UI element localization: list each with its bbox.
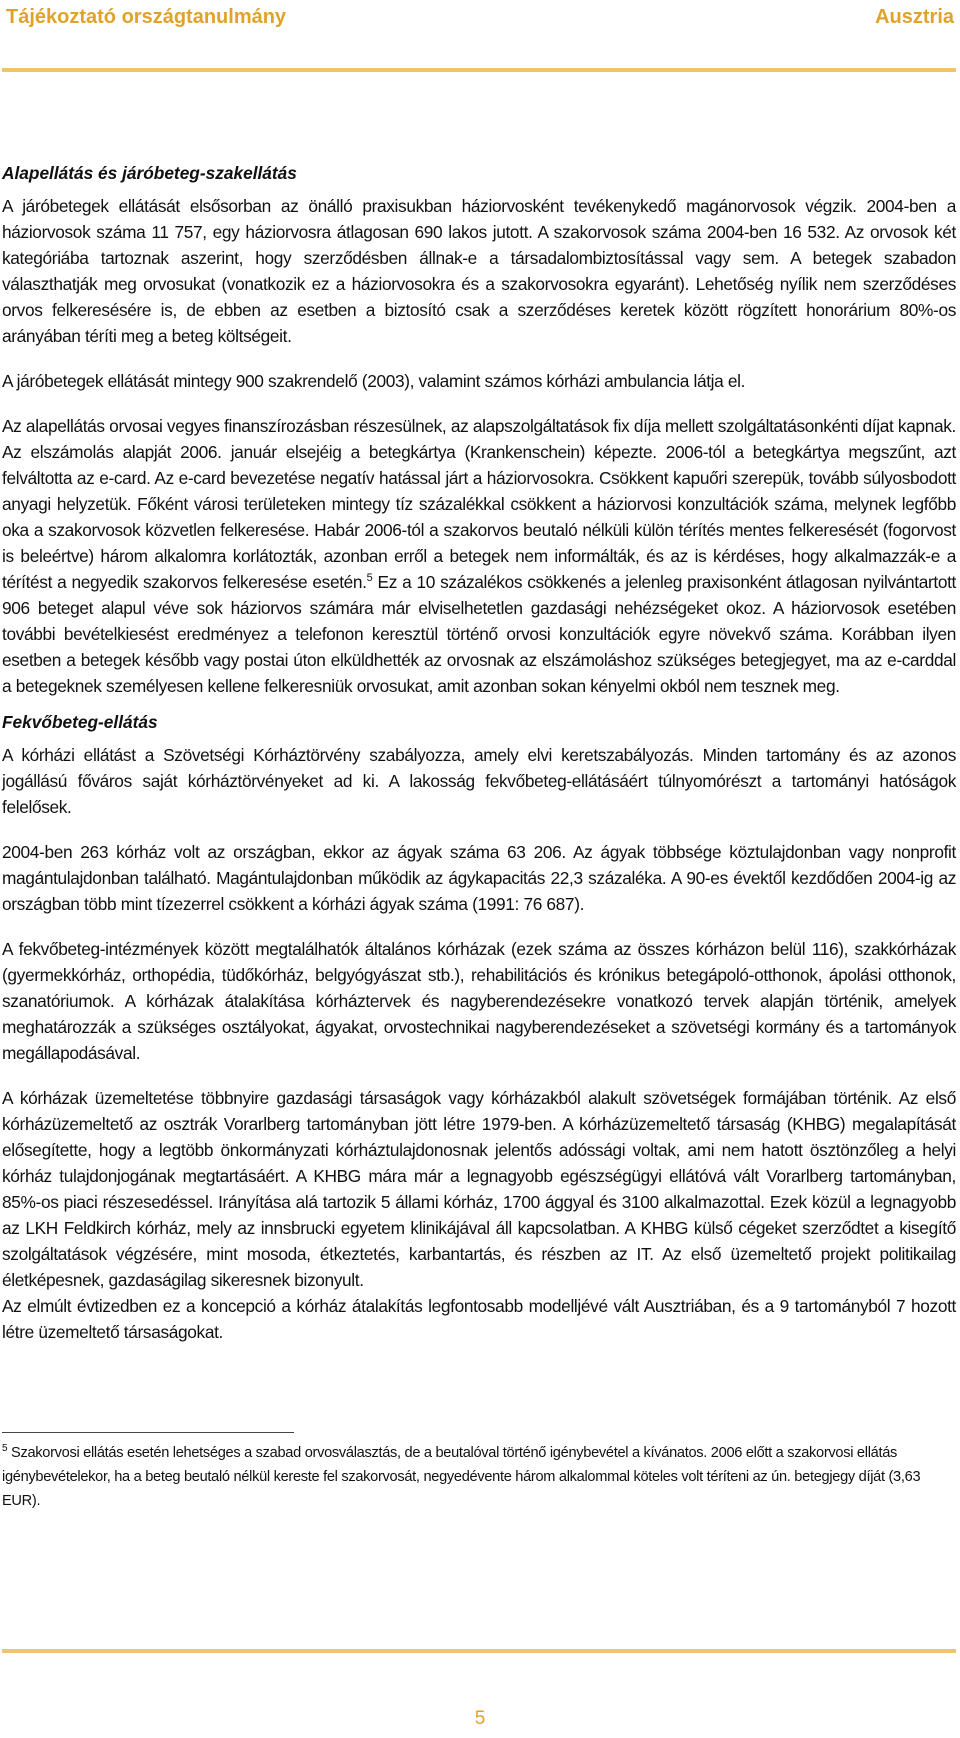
footnote-separator	[2, 1432, 294, 1433]
paragraph-with-footnote	[2, 413, 956, 699]
paragraph: 2004-ben 263 kórház volt az országban, ekkor az ágyak száma 63 206. Az ágyak többsége köztulajdonban vagy nonprofit magántulajdonban található. Magántulajdonban működik az ágykapacitás 22,3 százaléka. A 90-es évektől kezdődően 2004-ig az országban több mint tízezerrel csökkent a kórházi ágyak száma (1991: 76 687).	[2, 842, 956, 914]
paragraph: Az elmúlt évtizedben ez a koncepció a kórház átalakítás legfontosabb modelljévé vált Ausztriában, és a 9 tartományból 7 hozott létre üzemeltető társaságokat.	[2, 1296, 956, 1342]
footnote-text: Szakorvosi ellátás esetén lehetséges a szabad orvosválasztás, de a beutalóval történő igénybevétel a kívánatos. 2006 előtt a szakorvosi ellátás igénybevételekor, ha a beteg beutaló nélkül kereste fel szakorvosát, negyedévente három alkalommal köteles volt téríteni az ún. betegjegy díját (3,63 EUR).	[2, 1445, 921, 1509]
paragraph-text: Az alapellátás orvosai vegyes finanszírozásban részesülnek, az alapszolgáltatások fix díja mellett szolgáltatásonkénti díjat kapnak. Az elszámolás alapját 2006. január elsejéig a betegkártya (Krankenschein) képezte. 2006-tól a betegkártya megszűnt, azt felváltotta az e-card. Az e-card bevezetése negatív hatással járt a háziorvosokra. Csökkent kapuőri szerepük, tovább súlyosbodott anyagi helyzetük. Főként városi területeken mintegy tíz százalékkal csökkent a háziorvosi konzultációk száma, melynek legfőbb oka a szakorvosok közvetlen felkeresése. Habár 2006-tól a szakorvos beutaló nélküli külön térítés mentes felkeresését (fogorvost is beleértve) három alkalomra korlátozták, azonban erről a betegek nem informálták, és az is kérdéses, hogy alkalmazzák-e a térítést a negyedik szakorvos felkeresése esetén.	[2, 416, 956, 592]
page-header	[0, 0, 960, 70]
country-name: Ausztria	[875, 6, 954, 28]
header-rule	[2, 68, 956, 72]
page-number: 5	[474, 1708, 486, 1729]
document-title: Tájékoztató országtanulmány	[6, 6, 287, 28]
footnote-number: 5	[2, 1443, 8, 1455]
footnote	[2, 1441, 956, 1513]
footer-rule	[2, 1649, 956, 1653]
paragraph: A fekvőbeteg-intézmények között megtalálhatók általános kórházak (ezek száma az összes kórházon belül 116), szakkórházak (gyermekkórház, orthopédia, tüdőkórház, belgyógyászat stb.), rehabilitációs és krónikus betegápoló-otthonok, ápolási otthonok, szanatóriumok. A kórházak átalakítása kórháztervek és nagyberendezésekre vonatkozó tervek alapján történik, amelyek meghatározzák a szükséges osztályokat, ágyakat, orvostechnikai nagyberendezéseket a szövetségi kormány és a tartományok megállapodásával.	[2, 939, 956, 1063]
section-heading-inpatient: Fekvőbeteg-ellátás	[2, 712, 158, 732]
paragraph: A kórházi ellátást a Szövetségi Kórháztörvény szabályozza, amely elvi keretszabályozás. Minden tartomány és az azonos jogállású főváros saját kórháztörvényeket ad ki. A lakosság fekvőbeteg-ellátásáért túlnyomórészt a tartományi hatóságok felelősek.	[2, 745, 956, 817]
paragraph: A járóbetegek ellátását mintegy 900 szakrendelő (2003), valamint számos kórházi ambulancia látja el.	[2, 371, 746, 391]
section-heading-outpatient: Alapellátás és járóbeteg-szakellátás	[2, 163, 297, 183]
paragraph: A kórházak üzemeltetése többnyire gazdasági társaságok vagy kórházakból alakult szövetségek formájában történik. Az első kórházüzemeltető az osztrák Vorarlberg tartományban jött létre 1979-ben. A kórházüzemeltető társaság (KHBG) megalapítását elősegítette, hogy a legtöbb önkormányzati kórháztulajdonosnak jelentős adóssági voltak, ami nem hatott ösztönzőleg a helyi kórház tulajdonjogának megtartásáért. A KHBG mára már a legnagyobb egészségügyi ellátóvá vált Vorarlberg tartományban, 85%-os piaci részesedéssel. Irányítása alá tartozik 5 állami kórház, 1700 ággyal és 3100 alkalmazottal. Ezek közül a legnagyobb az LKH Feldkirch kórház, mely az innsbrucki egyetem klinikájával áll kapcsolatban. A KHBG külső cégeket szerződtet a kisegítő szolgáltatások végzésére, mint mosoda, étkeztetés, karbantartás, és részben az IT. Az első üzemeltető projekt politikailag életképesnek, gazdaságilag sikeresnek bizonyult.	[2, 1088, 956, 1290]
main-content	[2, 160, 956, 1345]
paragraph: A járóbetegek ellátását elsősorban az önálló praxisukban háziorvosként tevékenykedő magánorvosok végzik. 2004-ben a háziorvosok száma 11 757, egy háziorvosra átlagosan 690 lakos jutott. A szakorvosok száma 2004-ben 16 532. Az orvosok két kategóriába tartoznak aszerint, hogy szerződésben állnak-e a társadalombiztosítással vagy sem. A betegek szabadon választhatják meg orvosukat (vonatkozik ez a háziorvosokra és a szakorvosokra egyaránt). Lehetőség nyílik nem szerződéses orvos felkeresésére is, de ebben az esetben a biztosító csak a szerződéses keretek között rögzített honorárium 80%-os arányában téríti meg a beteg költségeit.	[2, 196, 956, 346]
paragraph-text: Ez a 10 százalékos csökkenés a jelenleg praxisonként átlagosan nyilvántartott 906 beteget alapul véve sok háziorvos számára már elviselhetetlen gazdasági nehézségeket okoz. A háziorvosok esetében további bevételkiesést eredményez a telefonon keresztül történő orvosi konzultációk egyre növekvő száma. Korábban ilyen esetben a betegek később vagy postai úton elküldhették az orvosnak az elszámoláshoz szükséges betegjegyet, ma az e-carddal a betegeknek személyesen kellene felkeresniük orvosukat, amit azonban sokan kényelmi okból nem tesznek meg.	[2, 572, 956, 696]
footnote-reference[interactable]: 5	[366, 572, 373, 585]
